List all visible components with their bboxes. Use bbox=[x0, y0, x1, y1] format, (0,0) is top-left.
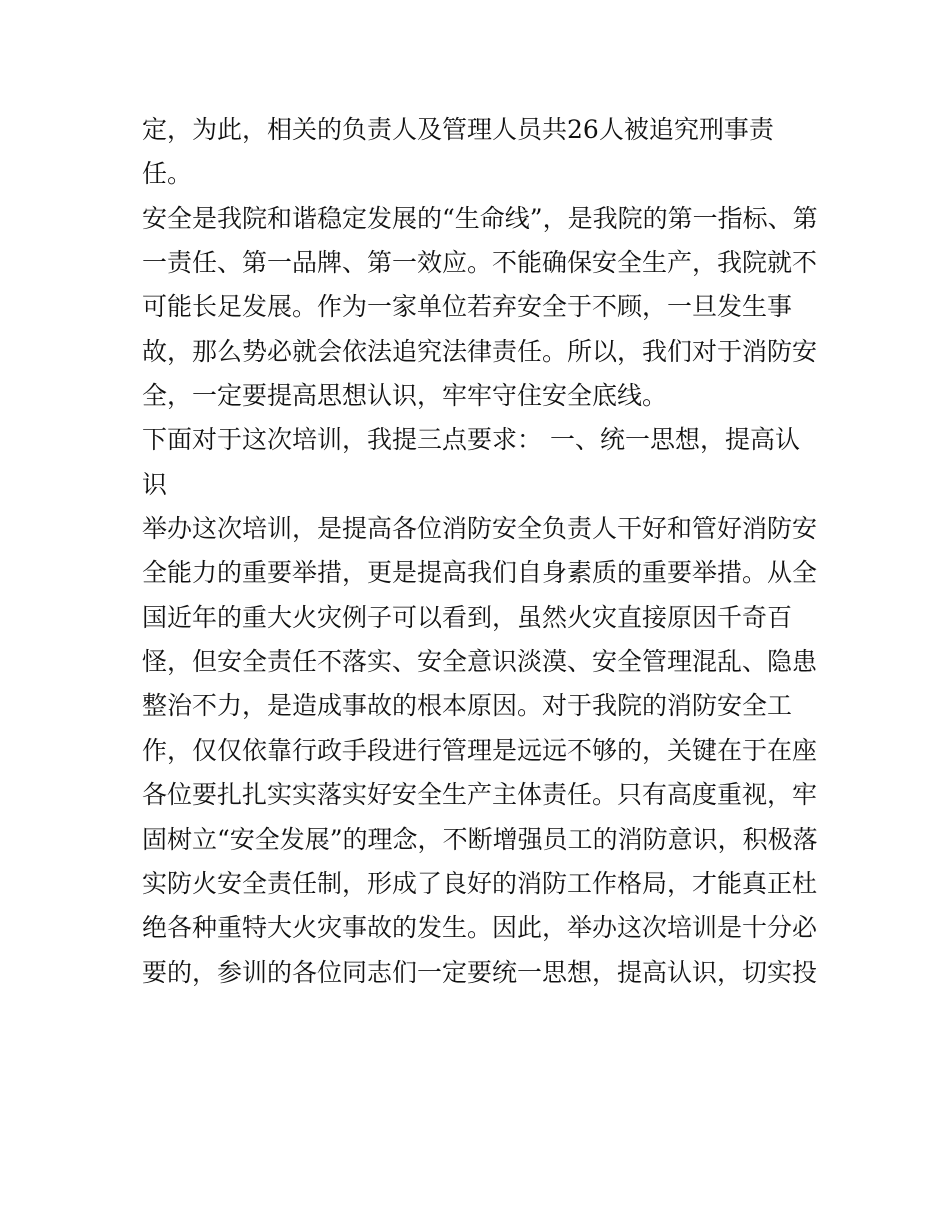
text-line: 全能力的重要举措，更是提高我们自身素质的重要举措。从全 bbox=[142, 558, 818, 588]
text-line: 国近年的重大火灾例子可以看到，虽然火灾直接原因千奇百 bbox=[142, 602, 793, 632]
text-line: 任。 bbox=[142, 159, 193, 189]
text-line: 下面对于这次培训，我提三点要求： 一、统一思想，提高认 bbox=[142, 425, 800, 455]
text-line: 故，那么势必就会依法追究法律责任。所以，我们对于消防安 bbox=[142, 336, 818, 366]
text-line: 要的，参训的各位同志们一定要统一思想，提高认识，切实投 bbox=[142, 957, 818, 987]
text-line: 固树立“安全发展”的理念，不断增强员工的消防意识，积极落 bbox=[142, 824, 818, 854]
text-line: 实防火安全责任制，形成了良好的消防工作格局，才能真正杜 bbox=[142, 868, 818, 898]
text-line: 识 bbox=[142, 469, 168, 499]
text-line: 绝各种重特大火灾事故的发生。因此，举办这次培训是十分必 bbox=[142, 913, 818, 943]
text-line: 安全是我院和谐稳定发展的“生命线”，是我院的第一指标、第 bbox=[142, 203, 818, 233]
text-line: 举办这次培训，是提高各位消防安全负责人干好和管好消防安 bbox=[142, 514, 818, 544]
document-body bbox=[142, 108, 822, 995]
text-line: 各位要扎扎实实落实好安全生产主体责任。只有高度重视，牢 bbox=[142, 780, 818, 810]
text-line: 全，一定要提高思想认识，牢牢守住安全底线。 bbox=[142, 381, 668, 411]
text-line: 可能长足发展。作为一家单位若弃安全于不顾，一旦发生事 bbox=[142, 292, 793, 322]
text-line: 定，为此，相关的负责人及管理人员共26人被追究刑事责 bbox=[142, 115, 774, 144]
text-line: 整治不力，是造成事故的根本原因。对于我院的消防安全工 bbox=[142, 691, 793, 721]
text-line: 作，仅仅依靠行政手段进行管理是远远不够的，关键在于在座 bbox=[142, 735, 818, 765]
text-line: 一责任、第一品牌、第一效应。不能确保安全生产，我院就不 bbox=[142, 248, 818, 278]
text-line: 怪，但安全责任不落实、安全意识淡漠、安全管理混乱、隐患 bbox=[142, 647, 818, 677]
